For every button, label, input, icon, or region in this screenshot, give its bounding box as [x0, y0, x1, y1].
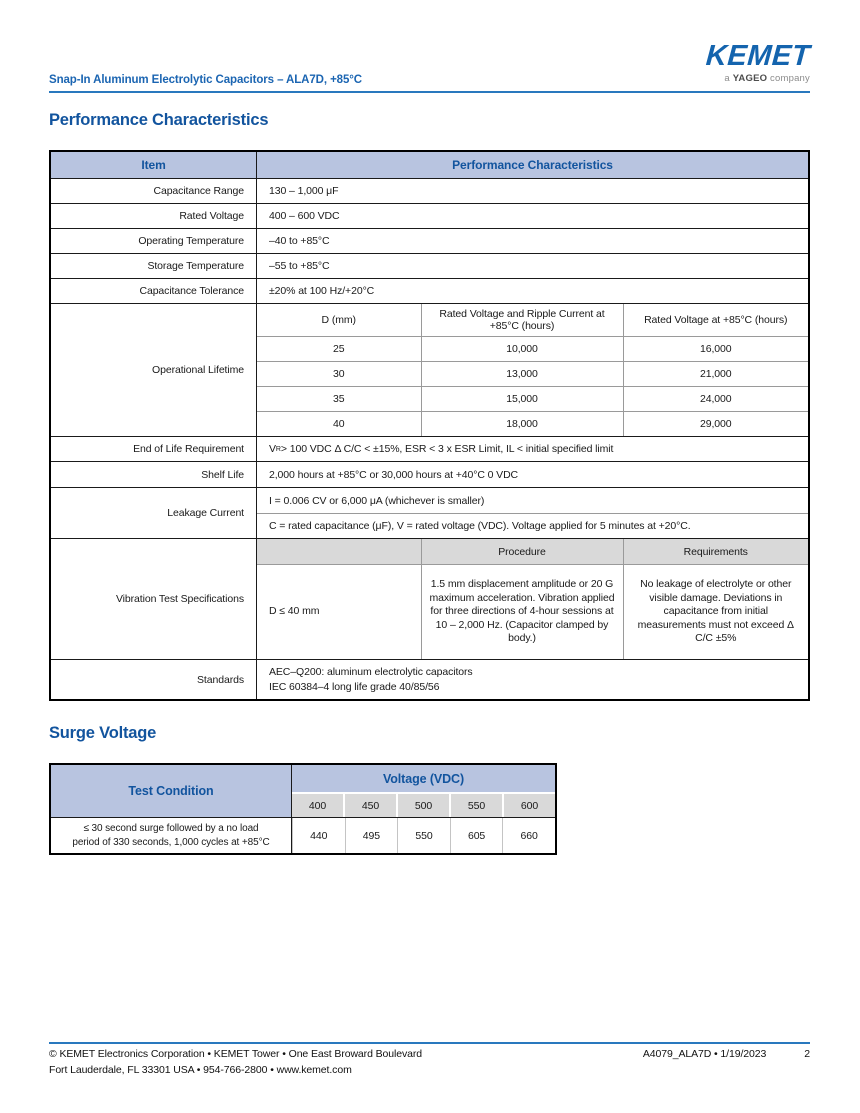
table-header-row [51, 152, 808, 178]
eol-rest: > 100 VDC Δ C/C < ±15%, ESR < 3 x ESR Limit, IL < initial specified limit [280, 443, 614, 455]
tagline-yageo: YAGEO [732, 73, 768, 84]
footer-address-block [49, 1047, 422, 1079]
lifetime-row-40 [257, 411, 808, 436]
surge-col-voltage-vdc: Voltage (VDC) [292, 765, 555, 792]
lifetime-row-25 [257, 336, 808, 361]
performance-section-heading: Performance Characteristics [49, 111, 269, 129]
row-value: 400 – 600 VDC [269, 210, 340, 222]
vibration-col-requirements: Requirements [623, 539, 809, 564]
performance-table [49, 150, 810, 701]
lifetime-col-rated: Rated Voltage at +85°C (hours) [623, 304, 809, 336]
leakage-note: C = rated capacitance (μF), V = rated voltage (VDC). Voltage applied for 5 minutes at +20°C. [257, 513, 808, 538]
surge-voltage-ticks-row [292, 792, 555, 817]
table-row-capacitance-range [51, 178, 808, 203]
table-row-rated-voltage [51, 203, 808, 228]
row-value: 2,000 hours at +85°C or 30,000 hours at +40°C 0 VDC [269, 468, 519, 481]
lifetime-subtable [257, 304, 808, 436]
table-row-shelf-life [51, 461, 808, 487]
leakage-formula: I = 0.006 CV or 6,000 μA (whichever is smaller) [269, 494, 485, 507]
page-footer [49, 1047, 810, 1079]
column-header-item: Item [51, 152, 257, 178]
leakage-sublines [257, 488, 808, 538]
footer-divider-rule [49, 1042, 810, 1044]
surge-section-heading: Surge Voltage [49, 724, 157, 742]
footer-line-corporation: © KEMET Electronics Corporation • KEMET Tower • One East Broward Boulevard [49, 1048, 423, 1060]
voltage-tick: 600 [502, 794, 555, 817]
surge-value: 550 [397, 818, 450, 853]
row-label: End of Life Requirement [51, 437, 257, 461]
header-divider-rule [49, 91, 810, 93]
lifetime-row-35 [257, 386, 808, 411]
surge-condition-line2: period of 330 seconds, 1,000 cycles at +85°C [72, 836, 270, 848]
tagline-prefix: a [724, 73, 733, 84]
row-label: Shelf Life [51, 462, 257, 487]
vibration-col-empty [257, 539, 421, 564]
surge-value: 440 [292, 818, 345, 853]
cell-ripple-hours: 10,000 [421, 337, 623, 361]
voltage-tick: 450 [343, 794, 396, 817]
table-row-storage-temperature [51, 253, 808, 278]
surge-condition-line1: ≤ 30 second surge followed by a no load [83, 823, 259, 834]
footer-doc-ref: A4079_ALA7D • 1/19/2023 [642, 1048, 767, 1060]
table-row-leakage-current [51, 487, 808, 538]
row-label: Capacitance Tolerance [51, 279, 257, 303]
cell-ripple-hours: 13,000 [421, 362, 623, 386]
lifetime-col-diameter: D (mm) [321, 314, 356, 326]
row-label: Capacitance Range [51, 179, 257, 203]
standards-line-iec: IEC 60384–4 long life grade 40/85/56 [269, 680, 440, 693]
row-label: Storage Temperature [51, 254, 257, 278]
vibration-data-row [257, 564, 808, 659]
standards-value [257, 660, 808, 699]
row-value: 130 – 1,000 μF [269, 185, 339, 197]
eol-subscript-r: R [275, 445, 281, 453]
table-row-standards [51, 659, 808, 699]
vibration-condition: D ≤ 40 mm [269, 605, 320, 618]
row-value: ±20% at 100 Hz/+20°C [269, 285, 375, 297]
footer-page-number: 2 [804, 1048, 810, 1060]
table-row-end-of-life [51, 436, 808, 461]
surge-voltage-columns [292, 765, 555, 817]
cell-diameter: 35 [333, 393, 345, 405]
standards-line-aec: AEC–Q200: aluminum electrolytic capacitors [269, 666, 473, 678]
table-row-vibration [51, 538, 808, 659]
vibration-subtable [257, 539, 808, 659]
surge-value: 660 [502, 818, 555, 853]
voltage-tick: 400 [308, 799, 327, 812]
cell-rated-hours: 16,000 [623, 337, 809, 361]
table-row-capacitance-tolerance [51, 278, 808, 303]
surge-col-test-condition: Test Condition [51, 765, 292, 817]
vibration-requirements-text: No leakage of electrolyte or other visible damage. Deviations in capacitance from initial measurements must not exceed Δ C/C ±5% [623, 565, 809, 659]
lifetime-col-ripple: Rated Voltage and Ripple Current at +85°C (hours) [421, 304, 623, 336]
cell-ripple-hours: 18,000 [421, 412, 623, 436]
vibration-procedure-text: 1.5 mm displacement amplitude or 20 G maximum acceleration. Vibration applied for three directions of 4-hour sessions at 10 – 2,000 Hz. (Capacitor clamped by body.) [421, 565, 623, 659]
kemet-logo-text: KEMET [704, 40, 812, 72]
surge-value: 605 [450, 818, 503, 853]
eol-v: V [269, 443, 276, 455]
row-value [257, 437, 808, 461]
kemet-logo [706, 42, 810, 84]
lifetime-header-row [257, 304, 808, 336]
vibration-col-procedure: Procedure [421, 539, 623, 564]
column-header-performance: Performance Characteristics [257, 152, 808, 178]
row-label: Operational Lifetime [51, 304, 257, 436]
surge-value: 495 [345, 818, 398, 853]
tagline-suffix: company [767, 73, 810, 84]
table-row-operational-lifetime [51, 303, 808, 436]
yageo-company-tagline [706, 73, 810, 84]
footer-meta-block [643, 1047, 810, 1063]
surge-data-row [51, 817, 555, 853]
row-label: Vibration Test Specifications [51, 539, 257, 659]
voltage-tick: 500 [396, 794, 449, 817]
row-label: Rated Voltage [51, 204, 257, 228]
row-label: Standards [51, 660, 257, 699]
document-title: Snap-In Aluminum Electrolytic Capacitors – ALA7D, +85°C [49, 74, 362, 86]
cell-rated-hours: 29,000 [623, 412, 809, 436]
cell-diameter: 30 [333, 368, 345, 380]
vibration-header-row [257, 539, 808, 564]
row-value: –40 to +85°C [269, 235, 330, 247]
row-label: Operating Temperature [51, 229, 257, 253]
table-row-operating-temperature [51, 228, 808, 253]
row-value: –55 to +85°C [269, 260, 330, 272]
cell-rated-hours: 24,000 [623, 387, 809, 411]
footer-line-address: Fort Lauderdale, FL 33301 USA • 954-766-2800 • www.kemet.com [49, 1063, 352, 1076]
cell-ripple-hours: 15,000 [421, 387, 623, 411]
cell-diameter: 40 [333, 418, 345, 430]
surge-test-condition-text [51, 818, 292, 853]
row-label: Leakage Current [51, 488, 257, 538]
voltage-tick: 550 [449, 794, 502, 817]
lifetime-row-30 [257, 361, 808, 386]
cell-diameter: 25 [333, 343, 345, 355]
cell-rated-hours: 21,000 [623, 362, 809, 386]
surge-header [51, 765, 555, 817]
surge-voltage-table [49, 763, 557, 855]
